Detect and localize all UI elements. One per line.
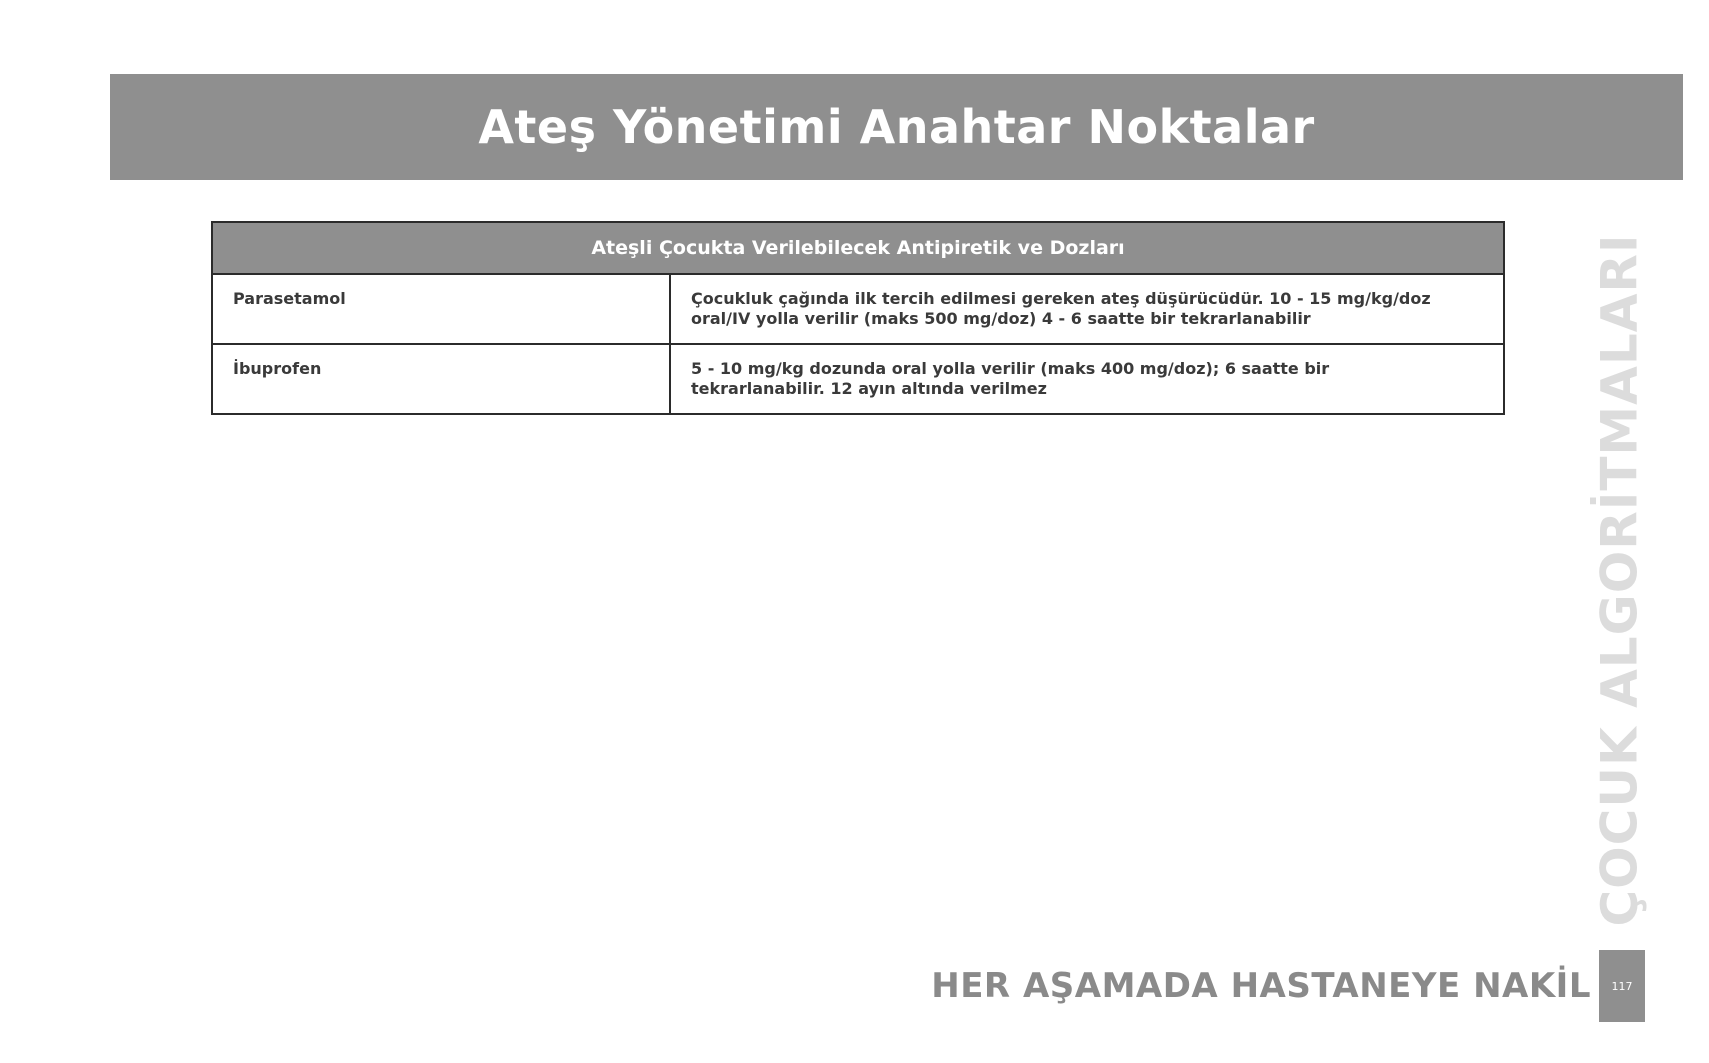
title-banner: [110, 74, 1683, 180]
antipyretic-dose-table: [211, 221, 1505, 415]
table-header: Ateşli Çocukta Verilebilecek Antipiretik ve Dozları: [212, 222, 1504, 274]
page-number: 117: [1611, 979, 1633, 993]
side-section-label-text: ÇOCUK ALGORİTMALARI: [1591, 233, 1650, 927]
dosage-line: 5 - 10 mg/kg dozunda oral yolla verilir (maks 400 mg/doz); 6 saatte bir: [691, 359, 1330, 378]
drug-name-cell: İbuprofen: [212, 344, 670, 414]
dosage-cell: [670, 274, 1504, 344]
drug-name-cell: Parasetamol: [212, 274, 670, 344]
dosage-line: Çocukluk çağında ilk tercih edilmesi gereken ateş düşürücüdür. 10 - 15 mg/kg/doz: [691, 289, 1431, 308]
page-number-box: [1599, 950, 1645, 1022]
footer-slogan: HER AŞAMADA HASTANEYE NAKİL: [931, 966, 1591, 1006]
side-section-label: [1590, 210, 1650, 950]
dosage-line: oral/IV yolla verilir (maks 500 mg/doz) 4 - 6 saatte bir tekrarlanabilir: [691, 309, 1311, 328]
table-row: [212, 274, 1504, 344]
dosage-line: tekrarlanabilir. 12 ayın altında verilmez: [691, 379, 1047, 398]
table-header-row: [212, 222, 1504, 274]
dosage-cell: [670, 344, 1504, 414]
table-row: [212, 344, 1504, 414]
page-title: Ateş Yönetimi Anahtar Noktalar: [478, 100, 1315, 154]
